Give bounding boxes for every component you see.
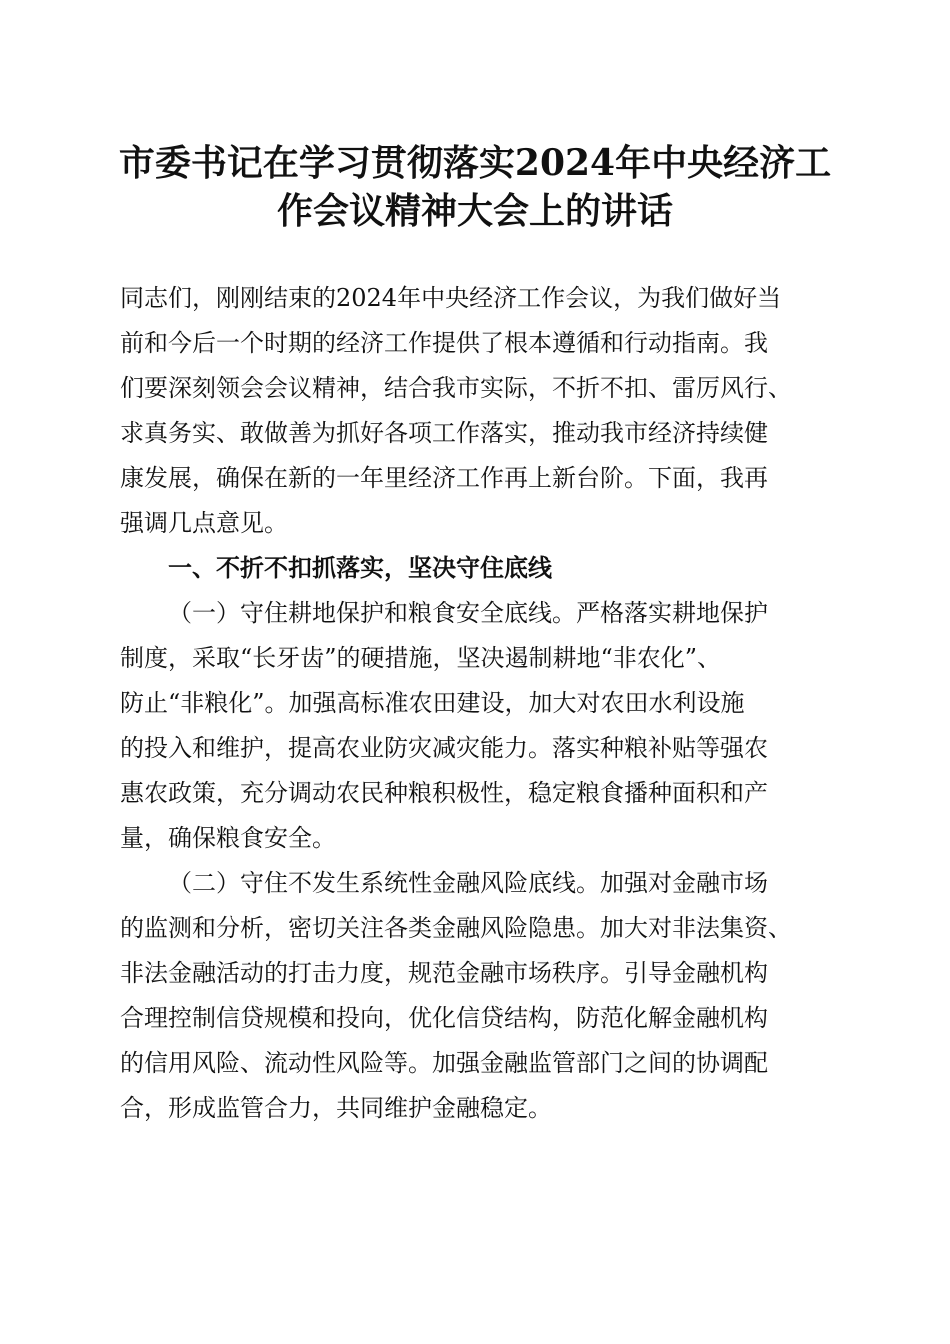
subsection-2-line-3: 非法金融活动的打击力度，规范金融市场秩序。引导金融机构 [120,959,768,987]
subsection-2-line-1: （二）守住不发生系统性金融风险底线。加强对金融市场 [168,869,768,897]
intro-line-3: 们要深刻领会会议精神，结合我市实际，不折不扣、雷厉风行、 [120,374,792,402]
subsection-1-line-1: （一）守住耕地保护和粮食安全底线。严格落实耕地保护 [168,599,768,627]
document-title-line-1: 市委书记在学习贯彻落实2024年中央经济工 [118,142,832,184]
subsection-1-line-3: 防止“非粮化”。加强高标准农田建设，加大对农田水利设施 [120,689,745,717]
subsection-2-line-4: 合理控制信贷规模和投向，优化信贷结构，防范化解金融机构 [120,1004,768,1032]
intro-line-5: 康发展，确保在新的一年里经济工作再上新台阶。下面，我再 [120,464,768,492]
subsection-2-line-5: 的信用风险、流动性风险等。加强金融监管部门之间的协调配 [120,1049,768,1077]
subsection-1-line-4: 的投入和维护，提高农业防灾减灾能力。落实种粮补贴等强农 [120,734,768,762]
subsection-2-line-6: 合，形成监管合力，共同维护金融稳定。 [120,1094,552,1122]
intro-line-2: 前和今后一个时期的经济工作提供了根本遵循和行动指南。我 [120,329,768,357]
subsection-1-line-6: 量，确保粮食安全。 [120,824,336,852]
subsection-1-line-5: 惠农政策，充分调动农民种粮积极性，稳定粮食播种面积和产 [120,779,768,807]
subsection-2-line-2: 的监测和分析，密切关注各类金融风险隐患。加大对非法集资、 [120,914,792,942]
intro-line-4: 求真务实、敢做善为抓好各项工作落实，推动我市经济持续健 [120,419,768,447]
document-title-line-2: 作会议精神大会上的讲话 [276,190,673,232]
intro-line-6: 强调几点意见。 [120,509,288,537]
intro-line-1: 同志们，刚刚结束的2024年中央经济工作会议，为我们做好当 [120,284,782,312]
subsection-1-line-2: 制度，采取“长牙齿”的硬措施，坚决遏制耕地“非农化”、 [120,644,722,672]
section-1-heading: 一、不折不扣抓落实，坚决守住底线 [168,554,552,582]
